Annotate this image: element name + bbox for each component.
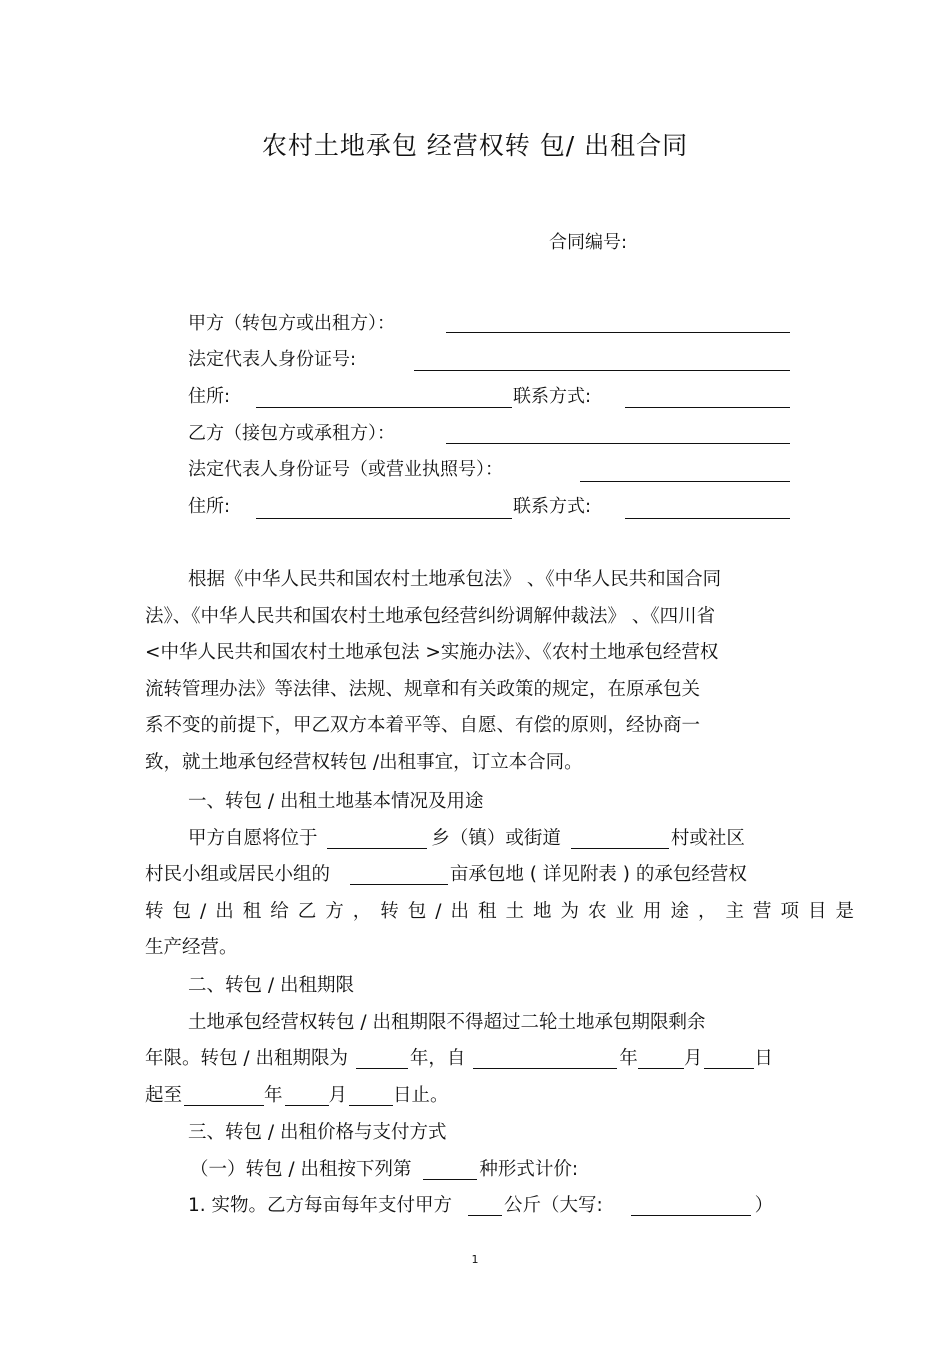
section-1-line-4: 生产经营。: [145, 937, 238, 958]
section-3-text-b: 种形式计价:: [479, 1158, 579, 1180]
section-3-heading: 三、转包 / 出租价格与支付方式: [188, 1122, 447, 1143]
pricing-form-blank[interactable]: [423, 1159, 477, 1180]
party-a-address-blank[interactable]: [256, 407, 512, 408]
area-blank[interactable]: [350, 864, 448, 885]
document-title: 农村土地承包 经营权转 包/ 出租合同: [261, 131, 689, 160]
preamble-line-5: 系不变的前提下，甲乙双方本着平等、自愿、有偿的原则，经协商一: [145, 715, 701, 736]
township-blank[interactable]: [327, 828, 427, 849]
party-a-contact-label: 联系方式:: [513, 386, 592, 407]
section-1-line-1: [145, 821, 863, 858]
section-2-text-i: 日止。: [393, 1084, 449, 1106]
section-2-text-f: 起至: [145, 1084, 183, 1106]
section-3-item-1: [145, 1188, 773, 1225]
party-a-address-label: 住所:: [188, 386, 231, 407]
end-day-blank[interactable]: [349, 1085, 393, 1106]
party-a-id-label: 法定代表人身份证号:: [188, 349, 357, 370]
village-blank[interactable]: [571, 828, 669, 849]
start-day-blank[interactable]: [704, 1048, 754, 1069]
party-b-id-blank[interactable]: [580, 481, 790, 482]
section-1-text-e: 亩承包地 ( 详见附表 ) 的承包经营权: [449, 864, 747, 885]
section-3-text-d: 公斤（大写:: [503, 1195, 603, 1216]
party-b-blank[interactable]: [446, 443, 790, 444]
contract-number-label: 合同编号:: [549, 232, 628, 253]
preamble-line-3: <中华人民共和国农村土地承包法 >实施办法》、《农村土地承包经营权: [145, 642, 719, 663]
section-3-text-a: （一）转包 / 出租按下列第: [190, 1158, 412, 1180]
section-2-text-e: 日: [754, 1048, 773, 1069]
section-3-text-c: 1. 实物。乙方每亩每年支付甲方: [188, 1195, 453, 1216]
start-month-blank[interactable]: [638, 1048, 684, 1069]
section-1-text-d: 村民小组或居民小组的: [145, 864, 331, 885]
section-2-line-1: 土地承包经营权转包 / 出租期限不得超过二轮土地承包期限剩余: [188, 1011, 706, 1033]
preamble-line-6: 致，就土地承包经营权转包 /出租事宜，订立本合同。: [145, 751, 583, 773]
section-2-text-d: 月: [683, 1048, 703, 1069]
section-2-heading: 二、转包 / 出租期限: [188, 975, 354, 996]
section-2: [145, 968, 773, 1114]
section-2-text-g: 年: [264, 1084, 283, 1106]
section-2-text-h: 月: [328, 1084, 348, 1106]
section-1-heading: 一、转包 / 出租土地基本情况及用途: [188, 791, 484, 812]
section-1: [145, 784, 863, 967]
party-b-contact-blank[interactable]: [625, 518, 790, 519]
section-3: [145, 1115, 773, 1225]
page-number: 1: [471, 1253, 479, 1266]
end-year-blank[interactable]: [184, 1085, 264, 1106]
preamble-line-2: 法》、《中华人民共和国农村土地承包经营纠纷调解仲裁法》 、《四川省: [145, 605, 716, 627]
section-3-sub-1: [145, 1152, 773, 1189]
section-3-text-e: ）: [754, 1195, 774, 1216]
party-a-blank[interactable]: [446, 332, 790, 333]
party-b-label: 乙方（接包方或承租方）：: [188, 423, 395, 444]
preamble-line-1: 根据《中华人民共和国农村土地承包法》 、《中华人民共和国合同: [188, 569, 722, 590]
section-1-text-c: 村或社区: [670, 827, 745, 849]
section-2-line-2: [145, 1041, 773, 1078]
section-1-line-3: 转包/出租给乙方，转包/出租土地为农业用途，主营项目是: [145, 900, 863, 922]
section-1-line-2: [145, 857, 863, 894]
start-year-blank[interactable]: [473, 1048, 617, 1069]
party-b-address-label: 住所:: [188, 496, 231, 517]
section-1-text-b: 乡（镇）或街道: [431, 827, 561, 849]
kg-blank[interactable]: [468, 1195, 502, 1216]
kg-uppercase-blank[interactable]: [631, 1195, 751, 1216]
preamble-line-4: 流转管理办法》等法律、法规、规章和有关政策的规定，在原承包关: [145, 678, 701, 700]
section-2-line-3: [145, 1078, 773, 1115]
section-2-text-b: 年，自: [409, 1048, 466, 1069]
term-years-blank[interactable]: [356, 1048, 408, 1069]
party-b-contact-label: 联系方式:: [513, 496, 592, 517]
party-a-contact-blank[interactable]: [625, 407, 790, 408]
party-a-label: 甲方（转包方或出租方）：: [188, 313, 395, 334]
party-a-id-blank[interactable]: [414, 370, 790, 371]
preamble-paragraph: [145, 562, 721, 781]
section-2-text-c: 年: [619, 1048, 638, 1069]
end-month-blank[interactable]: [285, 1085, 329, 1106]
section-1-text-a: 甲方自愿将位于: [188, 827, 318, 849]
party-b-address-blank[interactable]: [256, 518, 512, 519]
section-2-text-a: 年限。转包 / 出租期限为: [145, 1048, 348, 1069]
party-b-id-label: 法定代表人身份证号（或营业执照号）：: [188, 459, 503, 480]
